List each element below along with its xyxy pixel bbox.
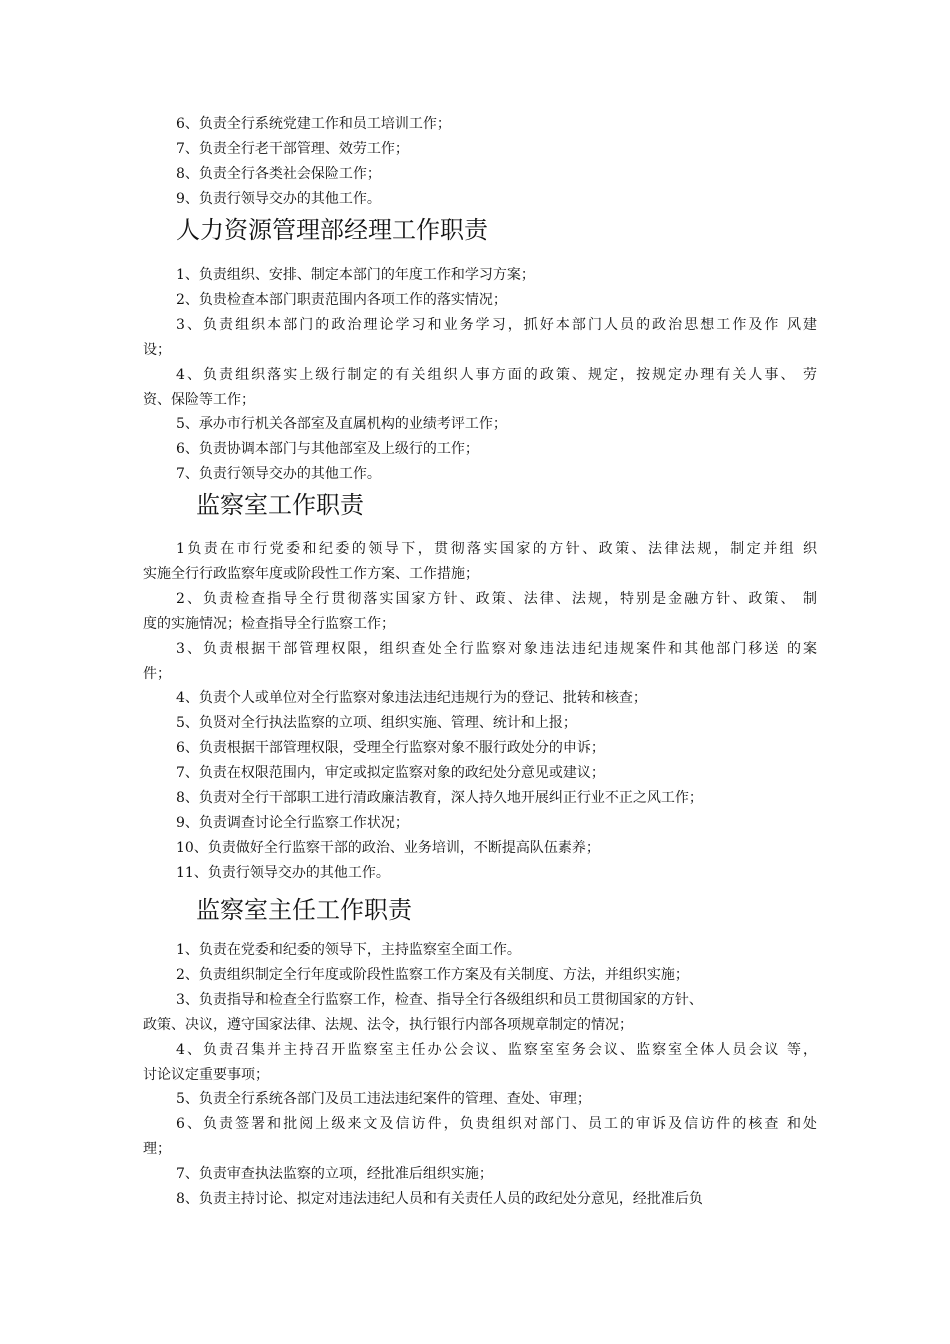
list-item: 2、负责检查指导全行贯彻落实国家方针、政策、法律、法规，特别是金融方针、政策、 制 (176, 590, 817, 607)
section-title-supervision-office: 监察室工作职责 (196, 491, 364, 519)
list-item: 2、负贵检查本部门职责范围内各项工作的落实情况； (176, 291, 507, 308)
list-item: 8、负责全行各类社会保险工作； (176, 165, 381, 182)
list-item: 1、负责组织、安排、制定本部门的年度工作和学习方案； (176, 267, 535, 283)
section-title-supervision-director: 监察室主任工作职责 (196, 896, 412, 924)
list-item: 4、负责个人或单位对全行监察对象违法违纪违规行为的登记、批转和核查； (176, 690, 647, 707)
list-item: 5、负贤对全行执法监察的立项、组织实施、管理、统计和上报； (176, 715, 577, 732)
list-item: 7、负责行领导交办的其他工作。 (176, 466, 381, 483)
list-item: 7、负责审查执法监察的立项，经批准后组织实施； (176, 1166, 493, 1183)
list-item-continuation: 度的实施情况；检查指导全行监察工作； (143, 615, 395, 632)
list-item: 1负责在市行党委和纪委的领导下，贯彻落实国家的方针、政策、法律法规，制定并组 织 (176, 541, 817, 557)
list-item: 4、负责召集并主持召开监察室主任办公会议、监察室室务会议、监察室全体人员会议 等， (176, 1041, 817, 1058)
list-item: 6、负责全行系统党建工作和员工培训工作； (176, 116, 451, 132)
list-item-continuation: 理； (143, 1141, 171, 1158)
list-item-continuation: 讨论议定重要事项； (143, 1066, 269, 1083)
list-item-continuation: 资、保险等工作； (143, 391, 255, 408)
list-item: 2、负责组织制定全行年度或阶段性监察工作方案及有关制度、方法，并组织实施； (176, 966, 689, 983)
section-title-hr-manager: 人力资源管理部经理工作职责 (176, 216, 488, 244)
list-item: 6、负责协调本部门与其他部室及上级行的工作； (176, 441, 479, 458)
list-item: 7、负责全行老干部管理、效劳工作； (176, 140, 409, 157)
list-item: 1、负责在党委和纪委的领导下，主持监察室全面工作。 (176, 942, 521, 958)
list-item: 3、负责组织本部门的政治理论学习和业务学习，抓好本部门人员的政治思想工作及作 风建 (176, 316, 817, 333)
list-item: 8、负责对全行干部职工进行清政廉洁教育，深人持久地开展纠正行业不正之风工作； (176, 790, 703, 807)
section-hr-manager-list (143, 263, 817, 487)
list-item: 9、负责调查讨论全行监察工作状况； (176, 814, 409, 831)
list-item-continuation: 政策、决议，遵守国家法律、法规、法令，执行银行内部各项规章制定的情况； (143, 1016, 633, 1033)
section-continued-list (143, 112, 817, 212)
list-item: 6、负责根据干部管理权限，受理全行监察对象不服行政处分的申诉； (176, 740, 605, 757)
list-item: 10、负责做好全行监察干部的政治、业务培训，不断提高队伍素养； (176, 839, 600, 856)
list-item-continuation: 设； (143, 341, 171, 358)
list-item: 11、负责行领导交办的其他工作。 (176, 864, 390, 881)
section-supervision-director-list (143, 938, 817, 1212)
list-item: 3、负责指导和检查全行监察工作，检查、指导全行各级组织和员工贯彻国家的方针、 (176, 991, 703, 1008)
list-item-continuation: 件； (143, 665, 171, 682)
list-item: 7、负责在权限范围内，审定或拟定监察对象的政纪处分意见或建议； (176, 765, 605, 782)
list-item: 5、负责全行系统各部门及员工违法违纪案件的管理、查处、审理； (176, 1091, 591, 1108)
list-item: 6、负责签署和批阅上级来文及信访件，负贵组织对部门、员工的审诉及信访件的核查 和处 (176, 1116, 817, 1133)
list-item: 8、负责主持讨论、拟定对违法违纪人员和有关责任人员的政纪处分意见，经批准后负 (176, 1191, 703, 1208)
section-supervision-office-list (143, 537, 817, 886)
list-item-continuation: 实施全行行政监察年度或阶段性工作方案、工作措施； (143, 565, 479, 582)
list-item: 5、承办市行机关各部室及直属机构的业绩考评工作； (176, 416, 507, 433)
list-item: 3、负责根据干部管理权限，组织查处全行监察对象违法违纪违规案件和其他部门移送 的案 (176, 640, 817, 657)
list-item: 9、负责行领导交办的其他工作。 (176, 190, 381, 207)
list-item: 4、负责组织落实上级行制定的有关组织人事方面的政策、规定，按规定办理有关人事、 劳 (176, 366, 817, 383)
